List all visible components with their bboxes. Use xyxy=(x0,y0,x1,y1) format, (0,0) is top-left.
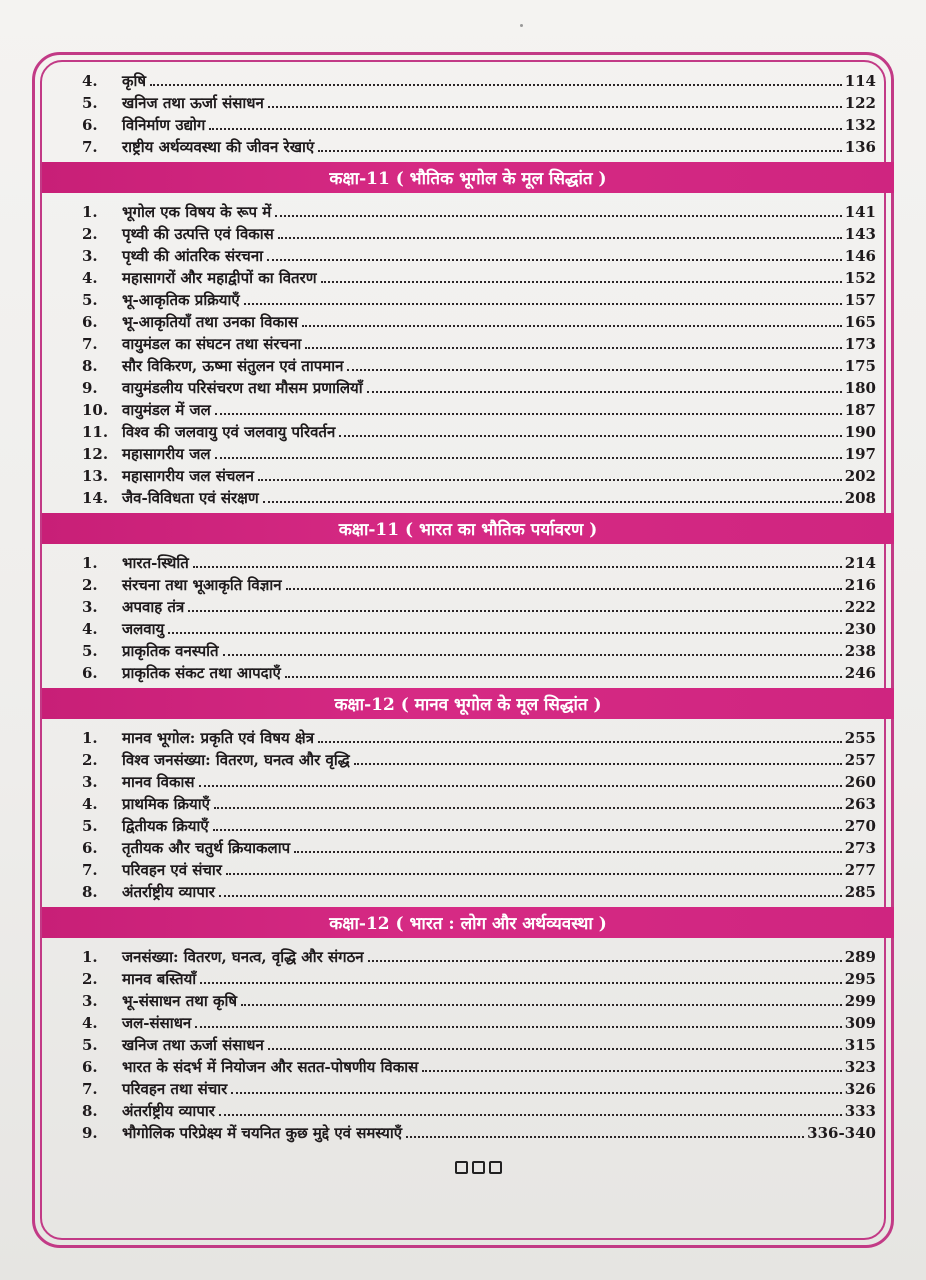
dot-leader xyxy=(285,676,842,678)
entry-page: 208 xyxy=(844,489,876,507)
entry-title: महासागरों और महाद्वीपों का वितरण xyxy=(122,269,317,287)
toc-entry[interactable] xyxy=(58,287,878,309)
dot-leader xyxy=(199,785,842,787)
entry-title: द्वितीयक क्रियाएँ xyxy=(122,817,209,835)
toc-entry[interactable] xyxy=(58,265,878,287)
entry-title: वायुमंडल में जल xyxy=(122,401,211,419)
dot-leader xyxy=(321,281,842,283)
toc-entry[interactable] xyxy=(58,221,878,243)
dot-leader xyxy=(258,479,842,481)
dot-leader xyxy=(278,237,842,239)
entry-title: कृषि xyxy=(122,72,147,90)
entry-page: 238 xyxy=(844,642,876,660)
dot-leader xyxy=(263,501,842,503)
entry-page: 333 xyxy=(844,1102,876,1120)
entry-title: खनिज तथा ऊर्जा संसाधन xyxy=(122,94,264,112)
dot-leader xyxy=(268,106,842,108)
entry-number: 8. xyxy=(82,1102,98,1120)
entry-title: वायुमंडल का संघटन तथा संरचना xyxy=(122,335,302,353)
entry-number: 5. xyxy=(82,642,98,660)
paper-speck xyxy=(520,24,523,27)
dot-leader xyxy=(305,347,841,349)
entry-page: 202 xyxy=(844,467,876,485)
entry-title: महासागरीय जल xyxy=(122,445,211,463)
toc-entry[interactable] xyxy=(58,112,878,134)
entry-number: 5. xyxy=(82,291,98,309)
dot-leader xyxy=(209,128,841,130)
entry-page: 173 xyxy=(844,335,876,353)
toc-entry[interactable] xyxy=(58,791,878,813)
toc-entry[interactable] xyxy=(58,966,878,988)
entry-number: 2. xyxy=(82,225,98,243)
entry-title: प्राकृतिक संकट तथा आपदाएँ xyxy=(122,664,281,682)
entry-number: 6. xyxy=(82,116,98,134)
entry-number: 6. xyxy=(82,839,98,857)
toc-entry[interactable] xyxy=(58,616,878,638)
entry-number: 8. xyxy=(82,357,98,375)
entry-page: 277 xyxy=(844,861,876,879)
toc-section-0 xyxy=(58,68,878,156)
dot-leader xyxy=(406,1136,804,1138)
dot-leader xyxy=(275,215,841,217)
toc-section-3 xyxy=(58,725,878,901)
entry-title: भारत के संदर्भ में नियोजन और सतत-पोषणीय विकास xyxy=(122,1058,419,1076)
entry-number: 4. xyxy=(82,1014,98,1032)
dot-leader xyxy=(302,325,842,327)
entry-page: 165 xyxy=(844,313,876,331)
entry-number: 3. xyxy=(82,598,98,616)
entry-title: परिवहन एवं संचार xyxy=(122,861,222,879)
entry-title: सौर विकिरण, ऊष्मा संतुलन एवं तापमान xyxy=(122,357,344,375)
toc-entry[interactable] xyxy=(58,309,878,331)
toc-entry[interactable] xyxy=(58,134,878,156)
toc-entry[interactable] xyxy=(58,725,878,747)
toc-section-1 xyxy=(58,199,878,507)
entry-number: 4. xyxy=(82,795,98,813)
entry-number: 14. xyxy=(82,489,109,507)
toc-entry[interactable] xyxy=(58,944,878,966)
entry-page: 187 xyxy=(844,401,876,419)
entry-number: 7. xyxy=(82,861,98,879)
entry-title: जैव-विविधता एवं संरक्षण xyxy=(122,489,259,507)
entry-page: 289 xyxy=(844,948,876,966)
dot-leader xyxy=(193,566,842,568)
entry-title: जनसंख्या: वितरण, घनत्व, वृद्धि और संगठन xyxy=(122,948,364,966)
entry-page: 146 xyxy=(844,247,876,265)
entry-number: 13. xyxy=(82,467,109,485)
table-of-contents xyxy=(58,68,878,1142)
toc-entry[interactable] xyxy=(58,375,878,397)
entry-number: 1. xyxy=(82,203,98,221)
entry-number: 3. xyxy=(82,992,98,1010)
square-icon xyxy=(472,1161,485,1174)
entry-title: प्राकृतिक वनस्पति xyxy=(122,642,219,660)
entry-title: भूगोल एक विषय के रूप में xyxy=(122,203,272,221)
entry-number: 4. xyxy=(82,72,98,90)
entry-page: 122 xyxy=(844,94,876,112)
toc-section-2 xyxy=(58,550,878,682)
dot-leader xyxy=(219,1114,842,1116)
entry-page: 246 xyxy=(844,664,876,682)
entry-page: 336-340 xyxy=(807,1124,876,1142)
entry-page: 295 xyxy=(844,970,876,988)
entry-number: 9. xyxy=(82,1124,98,1142)
toc-entry[interactable] xyxy=(58,835,878,857)
dot-leader xyxy=(231,1092,841,1094)
entry-title: महासागरीय जल संचलन xyxy=(122,467,254,485)
entry-page: 216 xyxy=(844,576,876,594)
toc-entry[interactable] xyxy=(58,1120,878,1142)
entry-number: 4. xyxy=(82,269,98,287)
entry-title: प्राथमिक क्रियाएँ xyxy=(122,795,210,813)
entry-title: खनिज तथा ऊर्जा संसाधन xyxy=(122,1036,264,1054)
entry-number: 1. xyxy=(82,554,98,572)
toc-entry[interactable] xyxy=(58,485,878,507)
toc-entry[interactable] xyxy=(58,1098,878,1120)
entry-page: 152 xyxy=(844,269,876,287)
entry-number: 2. xyxy=(82,970,98,988)
toc-entry[interactable] xyxy=(58,857,878,879)
dot-leader xyxy=(219,895,842,897)
entry-number: 1. xyxy=(82,729,98,747)
entry-page: 270 xyxy=(844,817,876,835)
entry-page: 230 xyxy=(844,620,876,638)
toc-entry[interactable] xyxy=(58,243,878,265)
toc-entry[interactable] xyxy=(58,1054,878,1076)
toc-section-4 xyxy=(58,944,878,1142)
entry-page: 257 xyxy=(844,751,876,769)
toc-entry[interactable] xyxy=(58,1010,878,1032)
dot-leader xyxy=(339,435,841,437)
entry-title: विश्व की जलवायु एवं जलवायु परिवर्तन xyxy=(122,423,336,441)
section-heading-band: कक्षा-12 ( मानव भूगोल के मूल सिद्धांत ) xyxy=(42,688,894,719)
square-icon xyxy=(489,1161,502,1174)
dot-leader xyxy=(244,303,842,305)
dot-leader xyxy=(241,1004,842,1006)
toc-entry[interactable] xyxy=(58,441,878,463)
entry-number: 12. xyxy=(82,445,109,463)
entry-number: 9. xyxy=(82,379,98,397)
toc-entry[interactable] xyxy=(58,572,878,594)
entry-page: 180 xyxy=(844,379,876,397)
entry-title: भू-आकृतियाँ तथा उनका विकास xyxy=(122,313,299,331)
entry-page: 315 xyxy=(844,1036,876,1054)
entry-title: अपवाह तंत्र xyxy=(122,598,185,616)
entry-page: 136 xyxy=(844,138,876,156)
entry-page: 285 xyxy=(844,883,876,901)
toc-entry[interactable] xyxy=(58,199,878,221)
entry-title: भारत-स्थिति xyxy=(122,554,189,572)
entry-page: 273 xyxy=(844,839,876,857)
dot-leader xyxy=(150,84,842,86)
toc-entry[interactable] xyxy=(58,988,878,1010)
section-heading-band: कक्षा-12 ( भारत : लोग और अर्थव्यवस्था ) xyxy=(42,907,894,938)
entry-page: 175 xyxy=(844,357,876,375)
entry-page: 214 xyxy=(844,554,876,572)
entry-number: 2. xyxy=(82,751,98,769)
entry-page: 299 xyxy=(844,992,876,1010)
dot-leader xyxy=(318,741,842,743)
entry-title: अंतर्राष्ट्रीय व्यापार xyxy=(122,883,215,901)
entry-page: 141 xyxy=(844,203,876,221)
entry-title: राष्ट्रीय अर्थव्यवस्था की जीवन रेखाएं xyxy=(122,138,315,156)
entry-title: पृथ्वी की आंतरिक संरचना xyxy=(122,247,264,265)
dot-leader xyxy=(226,873,842,875)
toc-entry[interactable] xyxy=(58,90,878,112)
entry-number: 4. xyxy=(82,620,98,638)
entry-number: 7. xyxy=(82,138,98,156)
toc-entry[interactable] xyxy=(58,397,878,419)
entry-title: भू-आकृतिक प्रक्रियाएँ xyxy=(122,291,240,309)
entry-page: 197 xyxy=(844,445,876,463)
toc-entry[interactable] xyxy=(58,638,878,660)
dot-leader xyxy=(188,610,841,612)
dot-leader xyxy=(200,982,842,984)
entry-title: मानव विकास xyxy=(122,773,195,791)
entry-number: 3. xyxy=(82,773,98,791)
entry-number: 6. xyxy=(82,1058,98,1076)
section-heading-band: कक्षा-11 ( भारत का भौतिक पर्यावरण ) xyxy=(42,513,894,544)
dot-leader xyxy=(294,851,842,853)
toc-entry[interactable] xyxy=(58,813,878,835)
entry-page: 326 xyxy=(844,1080,876,1098)
dot-leader xyxy=(223,654,842,656)
entry-number: 5. xyxy=(82,94,98,112)
toc-entry[interactable] xyxy=(58,1076,878,1098)
entry-title: जलवायु xyxy=(122,620,165,638)
toc-entry[interactable] xyxy=(58,1032,878,1054)
dot-leader xyxy=(168,632,841,634)
entry-page: 260 xyxy=(844,773,876,791)
entry-page: 255 xyxy=(844,729,876,747)
entry-title: मानव बस्तियाँ xyxy=(122,970,197,988)
entry-title: तृतीयक और चतुर्थ क्रियाकलाप xyxy=(122,839,291,857)
entry-number: 5. xyxy=(82,817,98,835)
toc-entry[interactable] xyxy=(58,550,878,572)
entry-page: 132 xyxy=(844,116,876,134)
dot-leader xyxy=(195,1026,841,1028)
entry-title: जल-संसाधन xyxy=(122,1014,192,1032)
toc-entry[interactable] xyxy=(58,769,878,791)
section-heading-band: कक्षा-11 ( भौतिक भूगोल के मूल सिद्धांत ) xyxy=(42,162,894,193)
entry-title: परिवहन तथा संचार xyxy=(122,1080,228,1098)
entry-number: 2. xyxy=(82,576,98,594)
dot-leader xyxy=(267,259,842,261)
entry-title: भौगोलिक परिप्रेक्ष्य में चयनित कुछ मुद्दे एवं समस्याएँ xyxy=(122,1124,403,1142)
dot-leader xyxy=(215,457,842,459)
entry-title: संरचना तथा भूआकृति विज्ञान xyxy=(122,576,282,594)
dot-leader xyxy=(367,391,842,393)
dot-leader xyxy=(422,1070,841,1072)
dot-leader xyxy=(215,413,842,415)
toc-entry[interactable] xyxy=(58,353,878,375)
dot-leader xyxy=(268,1048,842,1050)
toc-entry[interactable] xyxy=(58,419,878,441)
toc-entry[interactable] xyxy=(58,660,878,682)
entry-page: 309 xyxy=(844,1014,876,1032)
entry-title: विश्व जनसंख्या: वितरण, घनत्व और वृद्धि xyxy=(122,751,350,769)
entry-title: पृथ्वी की उत्पत्ति एवं विकास xyxy=(122,225,274,243)
dot-leader xyxy=(286,588,842,590)
toc-entry[interactable] xyxy=(58,879,878,901)
entry-page: 323 xyxy=(844,1058,876,1076)
entry-title: विनिर्माण उद्योग xyxy=(122,116,206,134)
dot-leader xyxy=(213,829,842,831)
toc-entry[interactable] xyxy=(58,331,878,353)
entry-page: 263 xyxy=(844,795,876,813)
toc-entry[interactable] xyxy=(58,594,878,616)
dot-leader xyxy=(354,763,842,765)
dot-leader xyxy=(318,150,842,152)
entry-page: 222 xyxy=(844,598,876,616)
entry-page: 190 xyxy=(844,423,876,441)
entry-number: 6. xyxy=(82,664,98,682)
toc-entry[interactable] xyxy=(58,68,878,90)
entry-number: 5. xyxy=(82,1036,98,1054)
entry-page: 143 xyxy=(844,225,876,243)
entry-page: 157 xyxy=(844,291,876,309)
entry-number: 7. xyxy=(82,1080,98,1098)
entry-page: 114 xyxy=(844,72,876,90)
entry-title: भू-संसाधन तथा कृषि xyxy=(122,992,238,1010)
entry-number: 10. xyxy=(82,401,109,419)
entry-number: 1. xyxy=(82,948,98,966)
entry-title: अंतर्राष्ट्रीय व्यापार xyxy=(122,1102,215,1120)
footer-ornament xyxy=(455,1161,502,1174)
dot-leader xyxy=(214,807,842,809)
toc-entry[interactable] xyxy=(58,463,878,485)
entry-number: 11. xyxy=(82,423,109,441)
toc-entry[interactable] xyxy=(58,747,878,769)
square-icon xyxy=(455,1161,468,1174)
entry-number: 3. xyxy=(82,247,98,265)
entry-title: वायुमंडलीय परिसंचरण तथा मौसम प्रणालियाँ xyxy=(122,379,363,397)
dot-leader xyxy=(368,960,842,962)
dot-leader xyxy=(347,369,841,371)
entry-number: 7. xyxy=(82,335,98,353)
entry-title: मानव भूगोल: प्रकृति एवं विषय क्षेत्र xyxy=(122,729,314,747)
entry-number: 6. xyxy=(82,313,98,331)
entry-number: 8. xyxy=(82,883,98,901)
